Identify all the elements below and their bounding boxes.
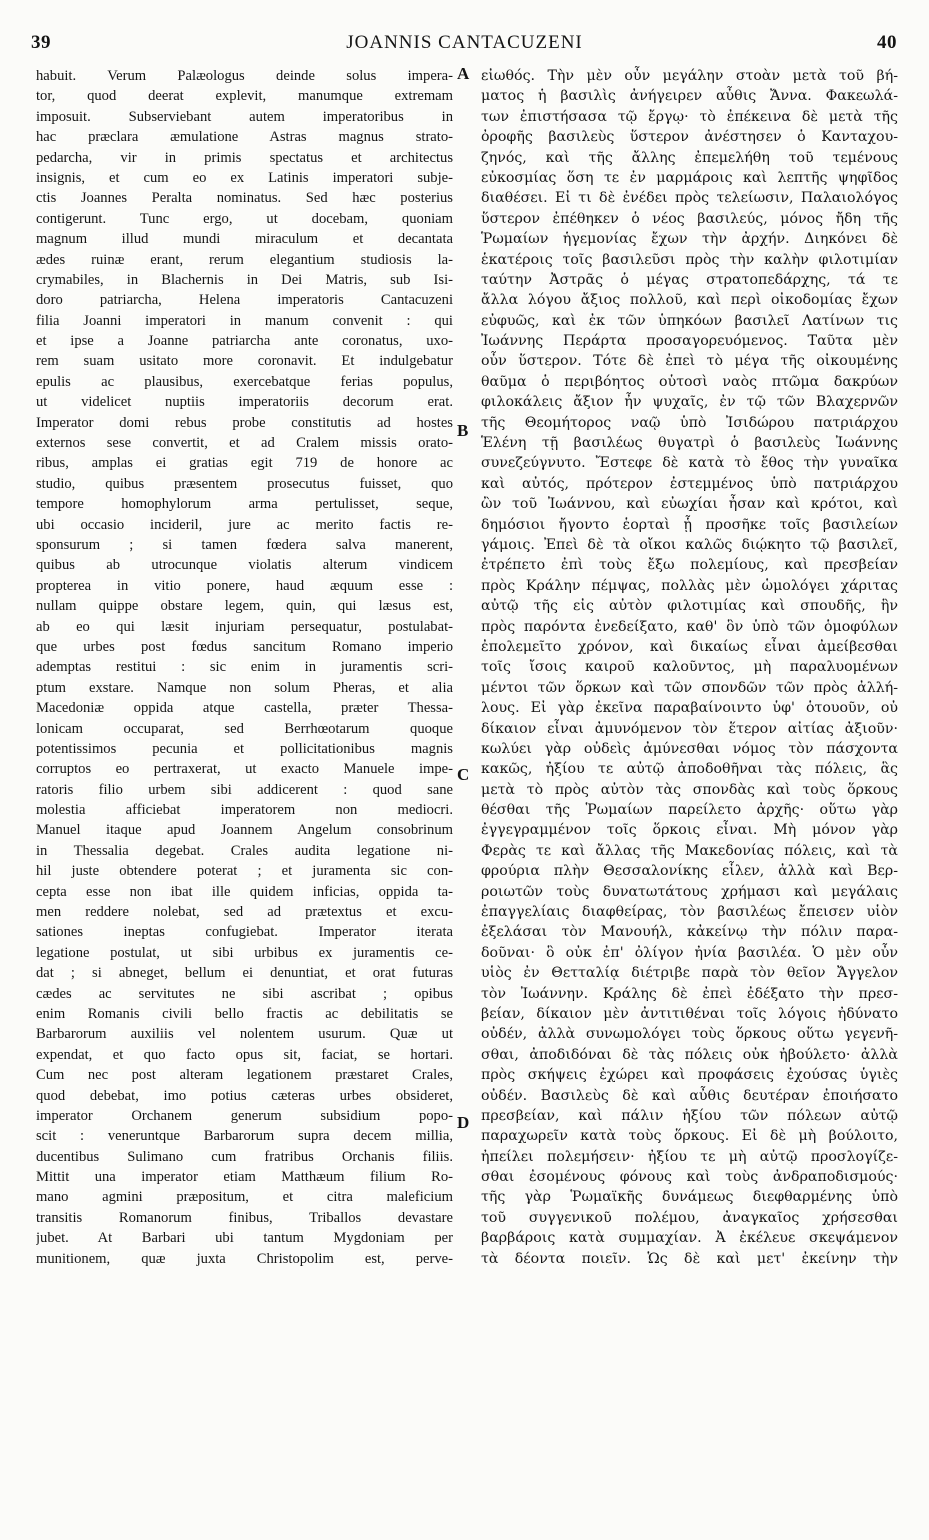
latin-text-line: Cum nec post alteram legationem præstaret Crales, xyxy=(36,1067,453,1084)
greek-text-line: ροιωτῶν τοὺς δυνατωτάτους χρήμασι καὶ μεγάλαις xyxy=(481,883,898,900)
running-title: JOANNIS CANTACUZENI xyxy=(346,32,583,53)
latin-text-line: crymabiles, in Blachernis in Dei Matris, sub Isi- xyxy=(36,271,453,288)
greek-text-line: ἠπείλει πολεμήσειν· ἠξίου τε μὴ αὐτῷ προσλογίζε- xyxy=(481,1148,898,1165)
greek-text-line: τῆς γὰρ Ῥωμαϊκῆς δυνάμεως διεφθαρμένης ὑπὸ xyxy=(481,1189,898,1206)
latin-text-line: ut videlicet nuptiis imperatoriis decorum erat. xyxy=(36,394,453,411)
greek-text-line: ματος ἡ βασιλὶς ἀνήγειρεν αὖθις Ἄννα. Φακεωλά- xyxy=(481,88,898,105)
greek-text-line: αὐτῷ τῆς εἰς αὐτὸν φιλοτιμίας καὶ σπουδῆς, ἣν xyxy=(481,598,898,615)
page-number-right: 40 xyxy=(877,32,897,53)
greek-text-line: πρὸς σκήψεις ἐχώρει καὶ προφάσεις ἐχούσας ὑγιὲς xyxy=(481,1067,898,1084)
greek-text-line: Ἑλένη τῇ βασιλέως θυγατρὶ ὁ βασιλεὺς Ἰωάννης xyxy=(481,435,898,452)
greek-text-line: θαῦμα ὁ περιβόητος οὑτοσὶ ναὸς πτῶμα δακρύων xyxy=(481,373,898,390)
latin-text-line: tor, quod deerat explevit, manumque extremam xyxy=(36,88,453,105)
latin-text-line: Barbarorum auxiliis vel nolentem usurum. Quæ ut xyxy=(36,1026,453,1043)
greek-text-line: ἐτρέπετο ἐπὶ τοὺς ἔξω πολεμίους, καὶ πρεσβείαν xyxy=(481,557,898,574)
greek-text-line: Φερὰς τε καὶ ἄλλας τῆς Μακεδονίας πόλεις, καὶ τὰ xyxy=(481,842,898,859)
greek-text-line: συνεζεύγνυτο. Ἔστεφε δὲ κατὰ τὸ ἔθος τὴν γυναῖκα xyxy=(481,455,898,472)
latin-text-line: studio, quibus præsentem prosecutus fuisset, quo xyxy=(36,475,453,492)
greek-text-line: δοῦναι· ὃ οὐκ ἐπ' ὀλίγον ἠνία βασιλέα. Ὁ μὲν οὖν xyxy=(481,944,898,961)
latin-text-line: que urbes post fœdus sancitum Romano imperio xyxy=(36,638,453,655)
greek-text-line: λους. Εἰ γὰρ ἐκεῖνα παραβαίνοιντο ὑφ' ὁτουοῦν, οὐ xyxy=(481,700,898,717)
latin-text-line: nullam quippe obstare legem, quin, qui læsus est, xyxy=(36,598,453,615)
latin-text-line: cædes ac servitutes ne sibi ascribat ; opibus xyxy=(36,985,453,1002)
greek-text-line: πρὸς Κράλην πέμψας, πολλὰς μὲν ὡμολόγει χάριτας xyxy=(481,577,898,594)
latin-text-line: men reddere nolebat, sed ad prætextus et excu- xyxy=(36,904,453,921)
latin-text-line: munitionem, quæ juxta Christopolim est, perve- xyxy=(36,1250,453,1267)
latin-text-line: sationes ineptas confugiebat. Imperator iterata xyxy=(36,924,453,941)
greek-text-line: των ἐπιστήσασα τῷ ἔργῳ· τὸ ἐπέκεινα δὲ μετὰ τῆς xyxy=(481,108,898,125)
greek-text-line: σθαι ἐσομένους φόνους καὶ τοὺς ἀνδραποδισμούς· xyxy=(481,1169,898,1186)
greek-text-line: τοῦ συγγενικοῦ πολέμου, ἀναγκαῖος χρήσεσθαι xyxy=(481,1209,898,1226)
latin-text-line: Macedoniæ oppida atque castella, præter Thessa- xyxy=(36,700,453,717)
greek-text-line: μέντοι τῶν ὅρκων καὶ τῶν σπονδῶν τῶν πρὸς ἀλλή- xyxy=(481,679,898,696)
page-number-left: 39 xyxy=(31,32,51,53)
greek-text-line: Ἰωάννης Περάρτα προσαγορευόμενος. Ταῦτα μὲν xyxy=(481,333,898,350)
greek-text-line: ἐπαγγελίαις διαφθείρας, τὸν βασιλέως ἔπεισεν υἱὸν xyxy=(481,904,898,921)
latin-text-line: corruptos eo pertraxerat, ut exacto Manuele impe- xyxy=(36,761,453,778)
greek-text-line: παραχωρεῖν κατὰ τοὺς ὅρκους. Εἰ δὲ μὴ βούλοιτο, xyxy=(481,1128,898,1145)
latin-text-line: in Thessalia degebat. Crales audita legatione ni- xyxy=(36,842,453,859)
latin-text-line: hil juste obtendere poterat ; et juramenta sic con- xyxy=(36,863,453,880)
latin-text-line: cepta esse non ibat ille quidem inficias, oppida ta- xyxy=(36,883,453,900)
greek-text-line: τὰ δέοντα ποιεῖν. Ὡς δὲ καὶ μετ' ἐκείνην τὴν xyxy=(481,1250,898,1267)
greek-text-line: ταύτην Ἀστρᾶς ὁ μέγας στρατοπεδάρχης, τά τε xyxy=(481,271,898,288)
greek-text-line: ἐγγεγραμμένον τοῖς ὅρκοις εἶναι. Μὴ μόνον γὰρ xyxy=(481,822,898,839)
latin-text-line: molestia afficiebat imperatorem non mediocri. xyxy=(36,802,453,819)
greek-text-line: διαθέσει. Εἰ τι δὲ ἐνέδει πρὸς τελείωσιν, Παλαιολόγος xyxy=(481,190,898,207)
greek-text-line: εὐφυῶς, καὶ ἐκ τῶν ὑπηκόων βασιλεῖ Λατίνων τις xyxy=(481,312,898,329)
latin-text-line: doro patriarcha, Helena imperatoris Cantacuzeni xyxy=(36,292,453,309)
latin-text-line: filia Joanni imperatori in manum convenit : qui xyxy=(36,312,453,329)
greek-text-line: φιλοκάλεις ἄξιον ἦν ψυχαῖς, ἐν τῷ τῶν Βλαχερνῶν xyxy=(481,394,898,411)
latin-column xyxy=(36,66,453,1269)
greek-text-line: οὖν ὕστερον. Τότε δὲ ἐπεὶ τὸ μέγα τῆς οἰκουμένης xyxy=(481,353,898,370)
greek-text-line: ὢν τοῦ Ἰωάννου, καὶ εὐωχίαι ἦσαν καὶ κρότοι, καὶ xyxy=(481,496,898,513)
greek-text-line: τὸν Ἰωάννην. Κράλης δὲ ἐπεὶ ἐδέξατο τὴν πρεσ- xyxy=(481,985,898,1002)
greek-text-line: βείαν, δίκαιον μὲν ἀντιτιθέναι τοῖς λόγοις ἠδύνατο xyxy=(481,1005,898,1022)
greek-text-line: τῆς Θεομήτορος ναῷ ὑπὸ Ἰσιδώρου πατριάρχου xyxy=(481,414,898,431)
greek-text-line: πρεσβείαν, καὶ πάλιν ἠξίου τῶν πόλεων αὐτῷ xyxy=(481,1107,898,1124)
latin-text-line: enim Romanis civili bello fractis ac debilitatis se xyxy=(36,1005,453,1022)
latin-text-line: habuit. Verum Palæologus deinde solus impera- xyxy=(36,68,453,84)
latin-text-line: ademptas restitui : sic enim in juramentis scri- xyxy=(36,659,453,676)
latin-text-line: propterea in vitio ponere, haud æquum esse : xyxy=(36,577,453,594)
greek-text-line: μετὰ τὸ πρὸς αὐτὸν τὰς σπονδὰς καὶ τοὺς ὅρκους xyxy=(481,781,898,798)
latin-text-line: ptum exstare. Namque non solum Pheras, et alia xyxy=(36,679,453,696)
greek-text-line: δημόσιοι ἤγοντο ἑορταὶ ᾗ προσῆκε τοῖς βασιλείων xyxy=(481,516,898,533)
latin-text-line: epulis ac plausibus, exercebatque ferias populus, xyxy=(36,373,453,390)
latin-text-line: imperator Orchanem generum subsidium popo- xyxy=(36,1107,453,1124)
greek-text-line: οὐδέν. Βασιλεὺς δὲ καὶ αὖθις δευτέραν ἐποιήσατο xyxy=(481,1087,898,1104)
greek-text-line: υἱὸς ἐν Θετταλίᾳ διέτριβε παρὰ τὸν θεῖον Ἄγγελον xyxy=(481,965,898,982)
running-header xyxy=(0,32,929,60)
latin-text-line: quibus ab utrocunque violatis alterum vindicem xyxy=(36,557,453,574)
latin-text-line: dat ; si abneget, bellum ei denuntiat, et orat futuras xyxy=(36,965,453,982)
latin-text-line: ribus, amplas ei gratias egit 719 de honore ac xyxy=(36,455,453,472)
latin-text-line: hac præclara æmulatione Astras magnus strato- xyxy=(36,129,453,146)
greek-text-line: βαρβάροις κατὰ συμμαχίαν. Ἀ ἐκέλευε σκεψάμενον xyxy=(481,1230,898,1247)
greek-text-line: εἰωθός. Τὴν μὲν οὖν μεγάλην στοὰν μετὰ τοῦ βή- xyxy=(481,68,898,84)
latin-text-line: jubet. At Barbari ubi tantum Mygdoniam per xyxy=(36,1230,453,1247)
greek-text-line: κωλύει γὰρ οὐδεὶς ἀμύνεσθαι νόμος τὸν πάσχοντα xyxy=(481,740,898,757)
latin-text-line: ubi occasio incideril, jure ac merito factis re- xyxy=(36,516,453,533)
latin-text-line: et ipse a Joanne patriarcha ante coronatus, uxo- xyxy=(36,333,453,350)
greek-text-line: Ῥωμαίων ἡγεμονίας ἔχων τὴν ἀρχήν. Διηκόνει δὲ xyxy=(481,231,898,248)
greek-text-line: πρὸς παρόντα ἐνεδείξατο, καθ' ὃν ὑπὸ τῶν ὁμοφύλων xyxy=(481,618,898,635)
greek-text-line: γάμοις. Ἐπεὶ δὲ τὰ οἴκοι καλῶς διῴκητο τῷ βασιλεῖ, xyxy=(481,536,898,553)
greek-text-line: καὶ αὐτός, πρότερον ἐστεμμένος ὑπὸ πατριάρχου xyxy=(481,475,898,492)
latin-text-line: mano agmini præpositum, et citra maleficium xyxy=(36,1189,453,1206)
latin-text-line: Imperator domi rebus probe constitutis ad hostes xyxy=(36,414,453,431)
section-marker-c: C xyxy=(457,765,470,784)
greek-text-line: ἄλλα λόγου ἄξιος πολλοῦ, καὶ περὶ οἰκοδομίας ἔχων xyxy=(481,292,898,309)
latin-text-line: contigerunt. Tunc ergo, ut docebam, quoniam xyxy=(36,210,453,227)
greek-text-line: φρούρια πλὴν Θεσσαλονίκης εἷλεν, ἀλλὰ καὶ Βερ- xyxy=(481,863,898,880)
greek-text-line: ζηνός, καὶ τῆς ἄλλης ἐπεμελήθη τοῦ τεμένους xyxy=(481,149,898,166)
greek-text-line: ἐξελάσαι τὸν Μανουήλ, κἀκείνῳ τὴν πόλιν παρα- xyxy=(481,924,898,941)
greek-text-line: θέσθαι τῆς Ῥωμαίων παρείλετο ἀρχῆς· οὕτω γὰρ xyxy=(481,802,898,819)
greek-column xyxy=(481,66,898,1269)
section-marker-b: B xyxy=(457,421,469,440)
latin-text-line: scit : veneruntque Barbarorum supra decem millia, xyxy=(36,1128,453,1145)
greek-text-line: τοῖς ἴσοις καιροῦ καλοῦντος, μὴ παραλυομένων xyxy=(481,659,898,676)
latin-text-line: sponsurum ; si tamen fœdera salva manerent, xyxy=(36,536,453,553)
latin-text-line: ducentibus Sulimano cum fratribus Orchanis filiis. xyxy=(36,1148,453,1165)
latin-text-line: externos sese convertit, et ad Cralem missis orato- xyxy=(36,435,453,452)
latin-text-line: rem suam usitato more coronavit. Et indulgebatur xyxy=(36,353,453,370)
section-marker-a: A xyxy=(457,64,470,83)
latin-text-line: tempore homophylorum arma pertulisset, seque, xyxy=(36,496,453,513)
latin-text-line: lonicam occuparat, sed Berrhœotarum quoque xyxy=(36,720,453,737)
greek-text-line: σθαι, ἀποδιδόναι δὲ τὰς πόλεις οὐκ ἠβούλετο· ἀλλὰ xyxy=(481,1046,898,1063)
latin-text-line: Mittit una imperator etiam Matthæum filium Ro- xyxy=(36,1169,453,1186)
latin-text-line: legatione postulat, ut sibi urbibus ex juramentis ce- xyxy=(36,944,453,961)
greek-text-line: οὐδέν, ἀλλὰ συνωμολόγει τοὺς ὅρκους οὕτω γεγενῆ- xyxy=(481,1026,898,1043)
latin-text-line: quod debebat, imo potius cæteras urbes obsideret, xyxy=(36,1087,453,1104)
greek-text-line: κακῶς, ἠξίου τε αὐτῷ ἀποδοθῆναι τὰς πόλεις, ἃς xyxy=(481,761,898,778)
latin-text-line: potentissimos pecunia et pollicitationibus magnis xyxy=(36,740,453,757)
greek-text-line: ὕστερον ἐπέθηκεν ὁ νέος βασιλεύς, μόνος ἤδη τῆς xyxy=(481,210,898,227)
latin-text-line: insignis, et cum eo ex Latinis imperatori subje- xyxy=(36,169,453,186)
latin-text-line: ædes ruinæ erant, rerum elegantium studiosis la- xyxy=(36,251,453,268)
latin-text-line: expendat, et quo facto opus sit, faciat, se hortari. xyxy=(36,1046,453,1063)
latin-text-line: ab eo qui læsit injuriam persequatur, postulabat- xyxy=(36,618,453,635)
latin-text-line: imposuit. Subserviebant autem imperatoribus in xyxy=(36,108,453,125)
greek-text-line: ἑκατέροις τοῖς βασιλεῦσι πρὸς τὴν καλὴν φιλοτιμίαν xyxy=(481,251,898,268)
latin-text-line: ratoris filio urbem sibi addicerent : quod sane xyxy=(36,781,453,798)
latin-text-line: transitis Romanorum finibus, Triballos devastare xyxy=(36,1209,453,1226)
greek-text-line: εὐκοσμίας ὅση τε ἐν μαρμάροις καὶ λεπτῆς ψηφῖδος xyxy=(481,169,898,186)
section-marker-d: D xyxy=(457,1113,470,1132)
greek-text-line: ὀροφῆς βασιλεὺς ὕστερον ἀνέστησεν ὁ Κανταχου- xyxy=(481,129,898,146)
latin-text-line: pedarcha, vir in primis spectatus et architectus xyxy=(36,149,453,166)
latin-text-line: ctis Joannes Peralta nominatus. Sed hæc posterius xyxy=(36,190,453,207)
latin-text-line: magnum illud mundi miraculum et decantata xyxy=(36,231,453,248)
latin-text-line: Manuel itaque apud Joannem Angelum consobrinum xyxy=(36,822,453,839)
greek-text-line: ἐπολεμεῖτο χρόνον, καὶ δικαίως εἶναι ἀμείβεσθαι xyxy=(481,638,898,655)
greek-text-line: δίκαιον εἶναι ἀμυνόμενον τὸν ἕτερον αἰτίας ἀξιοῦν· xyxy=(481,720,898,737)
